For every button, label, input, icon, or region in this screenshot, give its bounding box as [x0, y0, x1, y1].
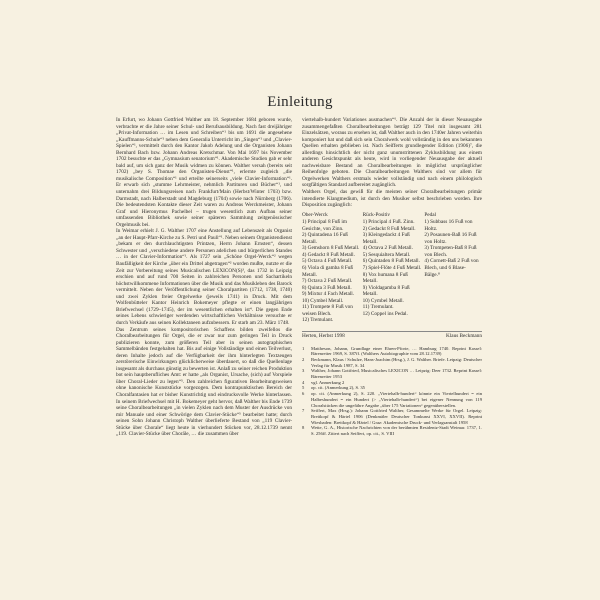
organ-stop: 11) Tremulant. [362, 304, 394, 311]
division-heading: Pedal [424, 211, 437, 218]
organ-stop: 4) Cornett-Baß 2 Fuß von [424, 258, 479, 265]
organ-stop: 1) Principal 4 Fuß. Zinn. [362, 219, 415, 226]
organ-stop: 3) Trompeten-Baß 8 Fuß [424, 245, 477, 252]
organ-stop: Blech, und 6 Blase- [424, 265, 466, 272]
division-pedal [424, 212, 482, 324]
footnote-text: Wette, G. A., Historische Nachrichten von der berühmten Residentz-Stadt Weimar. 1737, 1. S. 256ff. Zitiert nach Seiffert, op. cit., S. VIII [311, 425, 482, 437]
organ-stop: 6) Quintaden 8 Fuß Metall. [362, 258, 420, 265]
footnote-text: op. cit. (Anmerkung 2), S. 35 [311, 385, 365, 391]
organ-stop: 8) Quinta 3 Fuß Metall. [302, 284, 352, 291]
organ-stop: 5) Sesquialtera Metall. [362, 251, 411, 258]
footnote-text: Beckmann, Klaus / Schulze, Hans-Joachim (Hrsg.), J. G. Walther. Briefe. Leipzig: Deutscher Verlag für Musik 1987, S. 34 [311, 356, 482, 368]
organ-stop: 2) Posaunen-Baß 16 Fuß [424, 232, 477, 239]
footnote-text: Walther, Johann Gottfried, Musicalisches LEXICON … Leipzig: Deer 1732. Reprint Kassel: Bärenreiter 1953 [311, 368, 482, 380]
footnote-number: 2 [302, 356, 305, 362]
organ-stop: 10) Cymbel Metall. [362, 297, 404, 304]
footnote-number: 8 [302, 425, 305, 431]
paragraph: Das Zentrum seines kompositorischen Schaffens bilden zweifellos die Choralbearbeitungen für Orgel, die er zwar nur zum geringen Teil in Druck publizieren konnte, zum größeren Teil aber in seinen autographischen Sammelbänden festgehalten hat. Bis auf einige Vollständige und einen Teilverlust, deren Inhalte jedoch auf die Verfügbarkeit der ihm hinterlegten Textzeugen zerstörerische Einwirkungen glücklicherweise überdauert, so daß die Quellenlage insgesamt als durchaus günstig zu bewerten ist. Anlaß zu seiner reichen Produktion bot sein hauptberufliches Amt: er hatte „als Organist, Ursache, (sich) auf Vorspiele über Choral-Lieder zu legen“⁵. Den zahlreichen figurativen Bearbeitungsweisen ohne kanonische Kunststücke vorgezogen. Dem kontrapunktischen Bereich der Choralfantasien hat er bisher Kunstrichtig und eindrucksvolle Werke hinterlassen. In seinem Briefwechsel mit H. Bokemeyer geht hervor, daß Walther bis Ende 1739 seine Choralbearbeitungen „in vielen Zyklen nach dem Muster der Ausdrücke von mir Manuale und einer Schwörige dem Clavier-Stücke“⁵ bearbeitet hatte; durch seinen Sohn Johann Christoph Walther überlieferte Bestand von „119 Clavier-Stücke über Chorale“ liegt heute in vierhundert Stücken vor, 28.12.1739 nennt „119. Clavier-Stücke über Choräle, … die zusammen über [116, 326, 292, 438]
organ-stop: Metall. [302, 271, 318, 278]
organ-disposition [302, 212, 482, 324]
organ-stop: Metall. [362, 278, 378, 285]
footnote-text: Seiffert, Max (Hrsg.): Johann Gottfried Walther, Gesammelte Werke für Orgel. Leipzig: Breitkopf & Härtel 1906 (Denkmäler Deutscher Tonkunst XXVI, XXVII). Reprint Wiesbaden: Breitkopf & Härtel / Graz: Akademische Druck- und Verlagsanstalt 1958 [311, 408, 482, 425]
footnote-number: 3 [302, 368, 305, 374]
organ-stop: 4) Octava 2 Fuß Metall. [362, 245, 413, 252]
organ-stop: 3) Kleingedackt 4 Fuß [362, 232, 410, 239]
organ-stop: 7) Octava 2 Fuß Metall. [302, 278, 353, 285]
footnote-text: op. cit. (Anmerkung 2), S. 220. „Viertehalb-hundert“ könnte ein Viertelhundert = ein Halbeshundert = ein Hundert (> „Viertehalb-hundert“) bei eigener Nennung von 119 Choralstücken die ungefähre Angabe „über 175 Variationen“ gegenüberstellen. [311, 391, 482, 408]
footnote-text: vgl. Anmerkung 2 [311, 379, 345, 385]
paragraph: In Erfurt, wo Johann Gottfried Walther am 18. September 1684 geboren wurde, verbrachte er die Jahre seiner Schul- und Berufsausbildung. Nach fast dreijähriger „Privat-Information … im Lesen und Schreiben“¹ bis um 1691 die angesehene „Kauffmanns-Schule“¹ neben dem Generalia Unterricht im „Singen“¹ und „Clavier-Spielen“¹, vermittelt durch den Kantor Jakob Adelung und die Organisten Johann Bernhard Bach bzw. Johann Andreas Kretschmar. Von Mai 1697 bis November 1702 besuchte er das „Gymnasium senatorium“¹. Akademische Studien gab er sehr bald auf, um sich ganz der Musik widmen zu können. Walther versah (bereits seit 1702) „bey S. Thomae den Organisten-Dienst“¹, erlernte zugleich „die musikalische Composition“¹ und erteilte seinerseits „viele Clavier-Information“¹. Er erwarb sich „stumme Lehrmeister, nehmlich Partituren und Bücher“¹, und unternahm drei Bildungsreisen nach Frankfurt/Main (Herbst/Winter 1703) bzw. Darmstadt, nach Halberstadt und Magdeburg (1704) sowie nach Nürnberg (1706). Die bedeutendsten Kontakte dieser Zeit waren zu Andreas Werckmeister, Johann Graf und Hieronymus Pachelbel – trugen wesentlich zum Aufbau seiner umfassenden Bibliothek sowie seiner späteren Sammlung zeitgenössischer Orgelmusik bei. [116, 117, 292, 228]
author-name: Klaus Beckmann [445, 332, 482, 339]
footnote [302, 391, 482, 408]
organ-stop: Metall. [302, 238, 318, 245]
organ-stop: 2) Quintadena 16 Fuß [302, 232, 348, 239]
organ-stop: 7) Spiel-Flöte 4 Fuß Metall. [362, 265, 422, 272]
division-ober-werck [302, 212, 360, 324]
division-heading: Ober-Werck [302, 211, 328, 218]
organ-stop: 1) Principal 8 Fuß im [302, 219, 347, 226]
place-date: Herten, Herbst 1998 [302, 332, 345, 339]
footnote [302, 357, 482, 368]
paragraph: viertehalb-hundert Variationes ausmachen“⁶. Die Anzahl der in dieser Neuausgabe zusammengefaßten Choralbearbeitungen beträgt 129 Titel mit insgesamt 281 Einzelsätzen, woraus zu ersehen ist, daß Walther auch in den 1740er Jahren weiterhin komponiert hat und daß sich sein Choralwerk wohl vollständig in den uns bekannten Quellen erhalten geblieben ist. Nach Seifferts grundlegender Edition (1906)⁷, die allerdings hinsichtlich der nicht ganz unumstrittenen Zyklusbildung aus einem anderen Gesichtspunkt als heute, wird in vorliegender Neuausgabe der aktuell nachweisbare Bestand an Choralbearbeitungen in möglichst ursprünglicher Reihenfolge geboten. Die Choralbearbeitungen Walthers sind vor allem für Orgelwerken Walthers erstmals wieder vollständig und nach einem philologisch sorgfältigen Standard aufbereitet zugänglich. [302, 117, 482, 189]
right-column [302, 117, 482, 437]
organ-stop: 8) Vox humana 8 Fuß [362, 271, 408, 278]
organ-stop: Bälge.⁸ [424, 271, 440, 278]
footnote [302, 368, 482, 379]
footnote-number: 7 [302, 408, 305, 414]
organ-stop: weisen Blech. [302, 310, 332, 317]
organ-stop: 10) Cymbel Metall. [302, 297, 344, 304]
organ-stop: von Holtz. [424, 238, 447, 245]
footnote-number: 5 [302, 385, 305, 391]
signature-line [302, 331, 482, 340]
organ-stop: Metall. [362, 238, 378, 245]
paragraph: In Weimar erhielt J. G. Walther 1707 eine Anstellung auf Lebenszeit als Organist „an der Haupt-Pfarr-Kirche zu S. Petri und Pauli“¹. Neben seinem Organistendienst „bekam er den durchlauchtigsten Printzen, Herrn Johann Ernsten“, dessen Schwester und „verschiedene andere Personen adelichen und bürgerlichen Standes … in der Clavier-Information“¹. Als 1727 sein „Schöne Orgel-Werck“² wegen Baufälligkeit der Kirche „über ein Drittel abgetragen“² worden mußte, nutzte er die Zeit zur Vorbereitung seines Musicalischen LEXICON(S)³, das 1732 in Leipzig erschien und auf rund 700 Seiten in zahlreichen Personen und Sachartikeln höchstwillkommene Informationen über die Musik und das Musikleben des Barock vermittelt. Neben der Veröffentlichung seiner Choralpartiten (1712, 1738, 1740) und zwei Zyklen freier Orgelwerke (jeweils 1741) in Druck. Mit dem Wolfenbütteler Kantor Heinrich Bokemeyer pflegte er einen langjährigen Briefwechsel (1729–1745), der im wesentlichen erhalten ist⁴. Die gegen Ende seines Lebens schwieriger werdenden wirtschaftlichen Verhältnisse versuchte er durch Verkäufe aus seinen Kollektaneen aufzubessern. Er starb am 23. März 1748. [116, 228, 292, 326]
footnote [302, 425, 482, 436]
organ-stop: 9) Mixtur 4 Fach Metall. [302, 291, 355, 298]
organ-stop: von Blech. [424, 251, 448, 258]
footnote-number: 4 [302, 379, 305, 385]
organ-stop: Gesichte, von Zinn. [302, 225, 344, 232]
organ-stop: Metall. [362, 291, 378, 298]
footnote-number: 6 [302, 391, 305, 397]
footnote [302, 408, 482, 425]
stop-list [424, 219, 482, 278]
organ-stop: 5) Octava 4 Fuß Metall. [302, 258, 353, 265]
organ-stop: 12) Tremulant. [302, 317, 334, 324]
footnote-text: Mattheson, Johann, Grundlage einer Ehren-Pforte, … Hamburg 1740. Reprint Kassel: Bärenreiter 1969, S. 387ff. (Walthers Autobiographie vom 28.12.1739) [311, 345, 482, 357]
division-rueck-positiv [363, 212, 422, 324]
organ-stop: Holtz. [424, 225, 438, 232]
organ-stop: 6) Viola di gamba 8 Fuß [302, 265, 354, 272]
organ-stop: 9) Violdagamba 8 Fuß [362, 284, 410, 291]
organ-stop: 2) Gedackt 8 Fuß Metall. [362, 225, 416, 232]
organ-stop: 4) Gedackt 8 Fuß Metall. [302, 251, 355, 258]
footnotes [302, 346, 482, 437]
organ-stop: 11) Trompete 8 Fuß von [302, 304, 353, 311]
organ-stop: 3) Gemshorn 8 Fuß Metall. [302, 245, 360, 252]
stop-list [302, 219, 360, 324]
organ-stop: 12) Coppel ins Pedal. [362, 310, 408, 317]
footnote-number: 1 [302, 345, 305, 351]
left-column [116, 117, 292, 438]
paragraph: Walthers Orgel, das gewiß für die meisten seiner Choralbearbeitungen primär intendierte Klangmedium, ist durch den Musiker selbst beschrieben worden. Ihre Disposition zugänglich: [302, 189, 482, 209]
stop-list [363, 219, 422, 317]
footnote [302, 346, 482, 357]
page-title: Einleitung [267, 94, 333, 110]
division-heading: Rück-Positiv [362, 211, 391, 218]
organ-stop: 1) Subbass 16 Fuß von [424, 219, 473, 226]
